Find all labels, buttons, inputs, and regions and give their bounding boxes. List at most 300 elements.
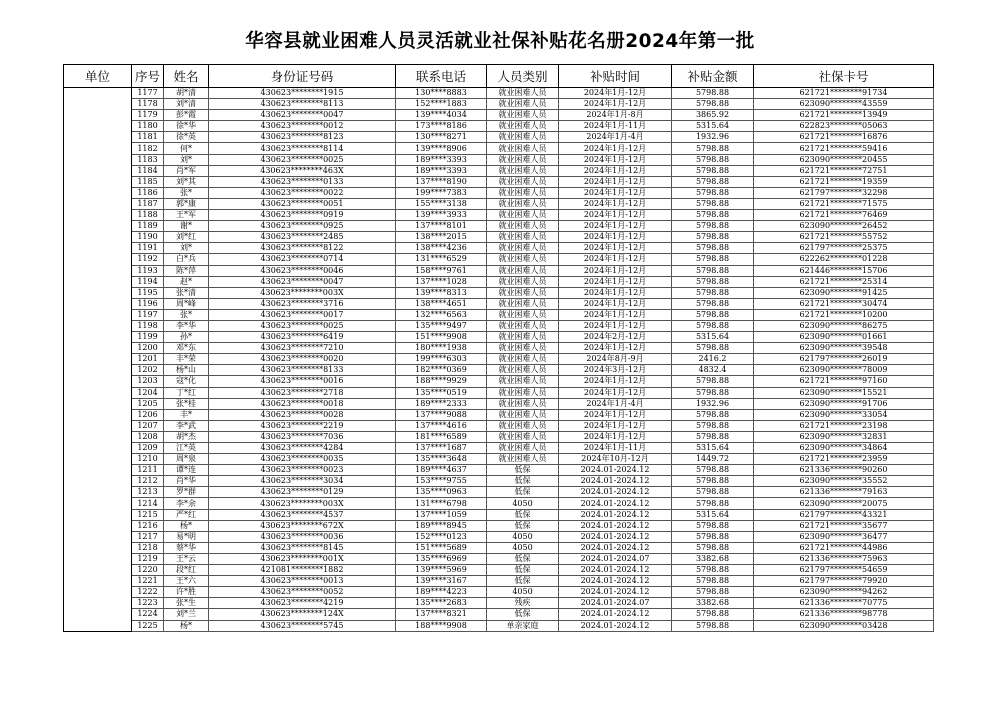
name-cell: 张*桂: [164, 398, 209, 409]
seq-cell: 1188: [132, 210, 164, 221]
subsidy-amount-cell: 1932.96: [672, 132, 754, 143]
unit-cell: [64, 88, 132, 632]
table-row: [64, 165, 934, 176]
subsidy-period-cell: 2024.01-2024.12: [559, 520, 672, 531]
subsidy-period-cell: 2024年1月-12月: [559, 232, 672, 243]
name-cell: 张*清: [164, 287, 209, 298]
table-row: [64, 210, 934, 221]
table-row: [64, 476, 934, 487]
header-seq: 序号: [132, 65, 164, 88]
seq-cell: 1222: [132, 587, 164, 598]
table-row: [64, 620, 934, 631]
card-number-cell: 623090********20075: [754, 498, 934, 509]
seq-cell: 1208: [132, 431, 164, 442]
phone-cell: 188****9908: [396, 620, 487, 631]
name-cell: 丰*: [164, 409, 209, 420]
card-number-cell: 622262********01228: [754, 254, 934, 265]
card-number-cell: 623090********01661: [754, 332, 934, 343]
category-cell: 就业困难人员: [487, 221, 559, 232]
seq-cell: 1202: [132, 365, 164, 376]
header-subsidy-period: 补贴时间: [559, 65, 672, 88]
name-cell: 谢*: [164, 221, 209, 232]
subsidy-amount-cell: 5798.88: [672, 265, 754, 276]
subsidy-amount-cell: 5798.88: [672, 376, 754, 387]
table-row: [64, 387, 934, 398]
subsidy-period-cell: 2024年1月-12月: [559, 88, 672, 99]
name-cell: 郭*康: [164, 198, 209, 209]
roster-body: [64, 88, 934, 632]
seq-cell: 1186: [132, 187, 164, 198]
table-row: [64, 398, 934, 409]
subsidy-amount-cell: 5798.88: [672, 298, 754, 309]
id-number-cell: 430623********8113: [209, 99, 396, 110]
id-number-cell: 430623********0047: [209, 110, 396, 121]
id-number-cell: 430623********7036: [209, 431, 396, 442]
seq-cell: 1207: [132, 420, 164, 431]
id-number-cell: 430623********0025: [209, 154, 396, 165]
name-cell: 李*武: [164, 420, 209, 431]
subsidy-amount-cell: 5798.88: [672, 165, 754, 176]
table-row: [64, 465, 934, 476]
subsidy-amount-cell: 5798.88: [672, 243, 754, 254]
name-cell: 罗*群: [164, 487, 209, 498]
subsidy-period-cell: 2024.01-2024.12: [559, 587, 672, 598]
seq-cell: 1185: [132, 176, 164, 187]
name-cell: 刘*清: [164, 99, 209, 110]
phone-cell: 152****0123: [396, 531, 487, 542]
table-row: [64, 243, 934, 254]
phone-cell: 135****0519: [396, 387, 487, 398]
card-number-cell: 623090********94262: [754, 587, 934, 598]
card-number-cell: 621721********19359: [754, 176, 934, 187]
table-row: [64, 332, 934, 343]
seq-cell: 1209: [132, 443, 164, 454]
phone-cell: 152****1883: [396, 99, 487, 110]
seq-cell: 1225: [132, 620, 164, 631]
category-cell: 就业困难人员: [487, 210, 559, 221]
subsidy-period-cell: 2024年1月-12月: [559, 320, 672, 331]
phone-cell: 189****3393: [396, 154, 487, 165]
category-cell: 就业困难人员: [487, 343, 559, 354]
name-cell: 谭*连: [164, 465, 209, 476]
subsidy-amount-cell: 3865.92: [672, 110, 754, 121]
table-row: [64, 598, 934, 609]
seq-cell: 1196: [132, 298, 164, 309]
category-cell: 4050: [487, 542, 559, 553]
subsidy-period-cell: 2024.01-2024.12: [559, 542, 672, 553]
seq-cell: 1181: [132, 132, 164, 143]
seq-cell: 1217: [132, 531, 164, 542]
phone-cell: 199****6303: [396, 354, 487, 365]
category-cell: 就业困难人员: [487, 143, 559, 154]
seq-cell: 1211: [132, 465, 164, 476]
category-cell: 就业困难人员: [487, 165, 559, 176]
category-cell: 就业困难人员: [487, 354, 559, 365]
card-number-cell: 623090********15521: [754, 387, 934, 398]
seq-cell: 1197: [132, 309, 164, 320]
table-row: [64, 431, 934, 442]
table-row: [64, 542, 934, 553]
subsidy-amount-cell: 5798.88: [672, 187, 754, 198]
card-number-cell: 621721********23959: [754, 454, 934, 465]
card-number-cell: 621721********25314: [754, 276, 934, 287]
category-cell: 4050: [487, 498, 559, 509]
name-cell: 刘*: [164, 243, 209, 254]
phone-cell: 182****0369: [396, 365, 487, 376]
id-number-cell: 430623********0919: [209, 210, 396, 221]
subsidy-amount-cell: 5798.88: [672, 343, 754, 354]
phone-cell: 151****9908: [396, 332, 487, 343]
seq-cell: 1221: [132, 576, 164, 587]
subsidy-amount-cell: 5798.88: [672, 420, 754, 431]
name-cell: 严*红: [164, 509, 209, 520]
header-name: 姓名: [164, 65, 209, 88]
category-cell: 就业困难人员: [487, 431, 559, 442]
category-cell: 就业困难人员: [487, 232, 559, 243]
name-cell: 杨*: [164, 620, 209, 631]
name-cell: 丰*荣: [164, 354, 209, 365]
phone-cell: 188****9929: [396, 376, 487, 387]
subsidy-amount-cell: 5798.88: [672, 609, 754, 620]
header-category: 人员类别: [487, 65, 559, 88]
table-row: [64, 509, 934, 520]
subsidy-period-cell: 2024年1月-12月: [559, 431, 672, 442]
subsidy-period-cell: 2024.01-2024.12: [559, 576, 672, 587]
name-cell: 段*红: [164, 565, 209, 576]
subsidy-amount-cell: 5798.88: [672, 498, 754, 509]
id-number-cell: 430623********0012: [209, 121, 396, 132]
card-number-cell: 621721********76469: [754, 210, 934, 221]
seq-cell: 1200: [132, 343, 164, 354]
category-cell: 就业困难人员: [487, 265, 559, 276]
card-number-cell: 621721********55752: [754, 232, 934, 243]
card-number-cell: 621721********10200: [754, 309, 934, 320]
category-cell: 就业困难人员: [487, 154, 559, 165]
subsidy-period-cell: 2024年1月-12月: [559, 387, 672, 398]
category-cell: 就业困难人员: [487, 320, 559, 331]
table-row: [64, 132, 934, 143]
phone-cell: 189****4223: [396, 587, 487, 598]
subsidy-period-cell: 2024年1月-12月: [559, 309, 672, 320]
id-number-cell: 430623********3034: [209, 476, 396, 487]
card-number-cell: 621336********79163: [754, 487, 934, 498]
id-number-cell: 430623********0052: [209, 587, 396, 598]
table-row: [64, 376, 934, 387]
seq-cell: 1194: [132, 276, 164, 287]
id-number-cell: 430623********0023: [209, 465, 396, 476]
seq-cell: 1180: [132, 121, 164, 132]
subsidy-period-cell: 2024年1月-12月: [559, 376, 672, 387]
seq-cell: 1223: [132, 598, 164, 609]
subsidy-amount-cell: 5798.88: [672, 320, 754, 331]
card-number-cell: 623090********43559: [754, 99, 934, 110]
category-cell: 就业困难人员: [487, 276, 559, 287]
subsidy-amount-cell: 3382.68: [672, 598, 754, 609]
phone-cell: 137****9088: [396, 409, 487, 420]
table-row: [64, 498, 934, 509]
subsidy-amount-cell: 5798.88: [672, 565, 754, 576]
name-cell: 周*泉: [164, 454, 209, 465]
subsidy-period-cell: 2024年1月-11月: [559, 443, 672, 454]
card-number-cell: 621797********25375: [754, 243, 934, 254]
table-row: [64, 487, 934, 498]
table-row: [64, 553, 934, 564]
card-number-cell: 621336********98778: [754, 609, 934, 620]
subsidy-amount-cell: 1932.96: [672, 398, 754, 409]
category-cell: 4050: [487, 587, 559, 598]
id-number-cell: 430623********8114: [209, 143, 396, 154]
phone-cell: 139****3167: [396, 576, 487, 587]
subsidy-amount-cell: 5315.64: [672, 332, 754, 343]
name-cell: 陈*萍: [164, 265, 209, 276]
name-cell: 杨*: [164, 520, 209, 531]
seq-cell: 1178: [132, 99, 164, 110]
table-row: [64, 110, 934, 121]
subsidy-period-cell: 2024.01-2024.12: [559, 531, 672, 542]
phone-cell: 137****1028: [396, 276, 487, 287]
category-cell: 就业困难人员: [487, 365, 559, 376]
subsidy-period-cell: 2024年1月-12月: [559, 409, 672, 420]
subsidy-amount-cell: 5798.88: [672, 287, 754, 298]
subsidy-period-cell: 2024年1月-12月: [559, 176, 672, 187]
category-cell: 就业困难人员: [487, 121, 559, 132]
card-number-cell: 623090********91706: [754, 398, 934, 409]
id-number-cell: 430623********463X: [209, 165, 396, 176]
name-cell: 徐*华: [164, 121, 209, 132]
id-number-cell: 430623********4219: [209, 598, 396, 609]
category-cell: 就业困难人员: [487, 287, 559, 298]
name-cell: 胡*杰: [164, 431, 209, 442]
id-number-cell: 430623********3716: [209, 298, 396, 309]
id-number-cell: 430623********0017: [209, 309, 396, 320]
subsidy-amount-cell: 5798.88: [672, 232, 754, 243]
phone-cell: 132****6563: [396, 309, 487, 320]
phone-cell: 138****2015: [396, 232, 487, 243]
phone-cell: 139****8313: [396, 287, 487, 298]
subsidy-amount-cell: 5798.88: [672, 465, 754, 476]
subsidy-amount-cell: 5798.88: [672, 88, 754, 99]
name-cell: 张*: [164, 309, 209, 320]
seq-cell: 1206: [132, 409, 164, 420]
subsidy-amount-cell: 4832.4: [672, 365, 754, 376]
id-number-cell: 430623********8133: [209, 365, 396, 376]
subsidy-period-cell: 2024年1月-12月: [559, 154, 672, 165]
seq-cell: 1189: [132, 221, 164, 232]
subsidy-period-cell: 2024年1月-4月: [559, 398, 672, 409]
table-row: [64, 409, 934, 420]
header-phone: 联系电话: [396, 65, 487, 88]
id-number-cell: 430623********672X: [209, 520, 396, 531]
subsidy-amount-cell: 5798.88: [672, 542, 754, 553]
id-number-cell: 430623********4284: [209, 443, 396, 454]
subsidy-period-cell: 2024年1月-4月: [559, 132, 672, 143]
id-number-cell: 430623********0925: [209, 221, 396, 232]
table-row: [64, 99, 934, 110]
subsidy-amount-cell: 5315.64: [672, 443, 754, 454]
card-number-cell: 621797********79920: [754, 576, 934, 587]
phone-cell: 139****3933: [396, 210, 487, 221]
subsidy-period-cell: 2024.01-2024.12: [559, 487, 672, 498]
id-number-cell: 430623********124X: [209, 609, 396, 620]
subsidy-period-cell: 2024.01-2024.07: [559, 553, 672, 564]
name-cell: 易*明: [164, 531, 209, 542]
phone-cell: 151****5689: [396, 542, 487, 553]
phone-cell: 199****7383: [396, 187, 487, 198]
id-number-cell: 430623********0020: [209, 354, 396, 365]
subsidy-period-cell: 2024年2月-12月: [559, 332, 672, 343]
seq-cell: 1182: [132, 143, 164, 154]
seq-cell: 1183: [132, 154, 164, 165]
seq-cell: 1215: [132, 509, 164, 520]
subsidy-amount-cell: 5798.88: [672, 276, 754, 287]
id-number-cell: 430623********4537: [209, 509, 396, 520]
seq-cell: 1201: [132, 354, 164, 365]
subsidy-period-cell: 2024年1月-12月: [559, 243, 672, 254]
card-number-cell: 623090********33054: [754, 409, 934, 420]
subsidy-period-cell: 2024.01-2024.12: [559, 476, 672, 487]
subsidy-period-cell: 2024年1月-12月: [559, 298, 672, 309]
table-row: [64, 520, 934, 531]
name-cell: 何*: [164, 143, 209, 154]
table-row: [64, 576, 934, 587]
table-row: [64, 143, 934, 154]
table-row: [64, 609, 934, 620]
name-cell: 刘*红: [164, 232, 209, 243]
table-row: [64, 187, 934, 198]
card-number-cell: 623090********35552: [754, 476, 934, 487]
card-number-cell: 623090********26452: [754, 221, 934, 232]
id-number-cell: 430623********001X: [209, 553, 396, 564]
subsidy-period-cell: 2024.01-2024.12: [559, 465, 672, 476]
name-cell: 赵*: [164, 276, 209, 287]
subsidy-period-cell: 2024年1月-12月: [559, 210, 672, 221]
card-number-cell: 623090********32831: [754, 431, 934, 442]
subsidy-period-cell: 2024年10月-12月: [559, 454, 672, 465]
id-number-cell: 430623********6419: [209, 332, 396, 343]
category-cell: 低保: [487, 520, 559, 531]
seq-cell: 1203: [132, 376, 164, 387]
phone-cell: 131****6798: [396, 498, 487, 509]
name-cell: 寇*化: [164, 376, 209, 387]
subsidy-period-cell: 2024年1月-12月: [559, 287, 672, 298]
card-number-cell: 621446********15706: [754, 265, 934, 276]
table-row: [64, 88, 934, 99]
table-row: [64, 565, 934, 576]
name-cell: 王*云: [164, 553, 209, 564]
phone-cell: 137****8190: [396, 176, 487, 187]
subsidy-period-cell: 2024年1月-12月: [559, 99, 672, 110]
seq-cell: 1205: [132, 398, 164, 409]
id-number-cell: 430623********0714: [209, 254, 396, 265]
id-number-cell: 430623********1915: [209, 88, 396, 99]
seq-cell: 1213: [132, 487, 164, 498]
card-number-cell: 621721********59416: [754, 143, 934, 154]
name-cell: 张*生: [164, 598, 209, 609]
seq-cell: 1224: [132, 609, 164, 620]
category-cell: 就业困难人员: [487, 110, 559, 121]
seq-cell: 1214: [132, 498, 164, 509]
table-row: [64, 198, 934, 209]
seq-cell: 1198: [132, 320, 164, 331]
table-row: [64, 254, 934, 265]
subsidy-amount-cell: 5798.88: [672, 210, 754, 221]
subsidy-period-cell: 2024年1月-12月: [559, 254, 672, 265]
table-row: [64, 454, 934, 465]
table-row: [64, 232, 934, 243]
card-number-cell: 621797********43321: [754, 509, 934, 520]
subsidy-amount-cell: 5798.88: [672, 576, 754, 587]
subsidy-amount-cell: 2416.2: [672, 354, 754, 365]
subsidy-period-cell: 2024年1月-11月: [559, 121, 672, 132]
card-number-cell: 621721********23198: [754, 420, 934, 431]
id-number-cell: 430623********0051: [209, 198, 396, 209]
subsidy-period-cell: 2024年1月-12月: [559, 420, 672, 431]
seq-cell: 1187: [132, 198, 164, 209]
category-cell: 单亲家庭: [487, 620, 559, 631]
category-cell: 就业困难人员: [487, 132, 559, 143]
card-number-cell: 623090********34864: [754, 443, 934, 454]
category-cell: 就业困难人员: [487, 309, 559, 320]
category-cell: 就业困难人员: [487, 387, 559, 398]
id-number-cell: 430623********003X: [209, 287, 396, 298]
subsidy-amount-cell: 5798.88: [672, 254, 754, 265]
table-row: [64, 354, 934, 365]
subsidy-amount-cell: 5798.88: [672, 221, 754, 232]
category-cell: 低保: [487, 553, 559, 564]
category-cell: 低保: [487, 576, 559, 587]
id-number-cell: 421081********1882: [209, 565, 396, 576]
id-number-cell: 430623********2718: [209, 387, 396, 398]
id-number-cell: 430623********0022: [209, 187, 396, 198]
seq-cell: 1216: [132, 520, 164, 531]
category-cell: 就业困难人员: [487, 332, 559, 343]
phone-cell: 135****6969: [396, 553, 487, 564]
phone-cell: 130****8883: [396, 88, 487, 99]
seq-cell: 1192: [132, 254, 164, 265]
header-card-number: 社保卡号: [754, 65, 934, 88]
subsidy-period-cell: 2024年1月-12月: [559, 198, 672, 209]
table-row: [64, 587, 934, 598]
table-row: [64, 531, 934, 542]
card-number-cell: 623090********39548: [754, 343, 934, 354]
subsidy-amount-cell: 5798.88: [672, 143, 754, 154]
name-cell: 刘*其: [164, 176, 209, 187]
category-cell: 就业困难人员: [487, 88, 559, 99]
card-number-cell: 621721********97160: [754, 376, 934, 387]
category-cell: 低保: [487, 609, 559, 620]
subsidy-period-cell: 2024.01-2024.12: [559, 498, 672, 509]
phone-cell: 131****6529: [396, 254, 487, 265]
id-number-cell: 430623********003X: [209, 498, 396, 509]
id-number-cell: 430623********0036: [209, 531, 396, 542]
name-cell: 胡*清: [164, 88, 209, 99]
card-number-cell: 621797********32298: [754, 187, 934, 198]
card-number-cell: 621721********44986: [754, 542, 934, 553]
id-number-cell: 430623********0016: [209, 376, 396, 387]
phone-cell: 137****4616: [396, 420, 487, 431]
phone-cell: 139****5969: [396, 565, 487, 576]
subsidy-amount-cell: 5315.64: [672, 121, 754, 132]
category-cell: 就业困难人员: [487, 398, 559, 409]
card-number-cell: 621721********30474: [754, 298, 934, 309]
category-cell: 低保: [487, 565, 559, 576]
id-number-cell: 430623********0035: [209, 454, 396, 465]
phone-cell: 189****2333: [396, 398, 487, 409]
id-number-cell: 430623********5745: [209, 620, 396, 631]
seq-cell: 1190: [132, 232, 164, 243]
card-number-cell: 621336********70775: [754, 598, 934, 609]
subsidy-period-cell: 2024年1月-12月: [559, 221, 672, 232]
